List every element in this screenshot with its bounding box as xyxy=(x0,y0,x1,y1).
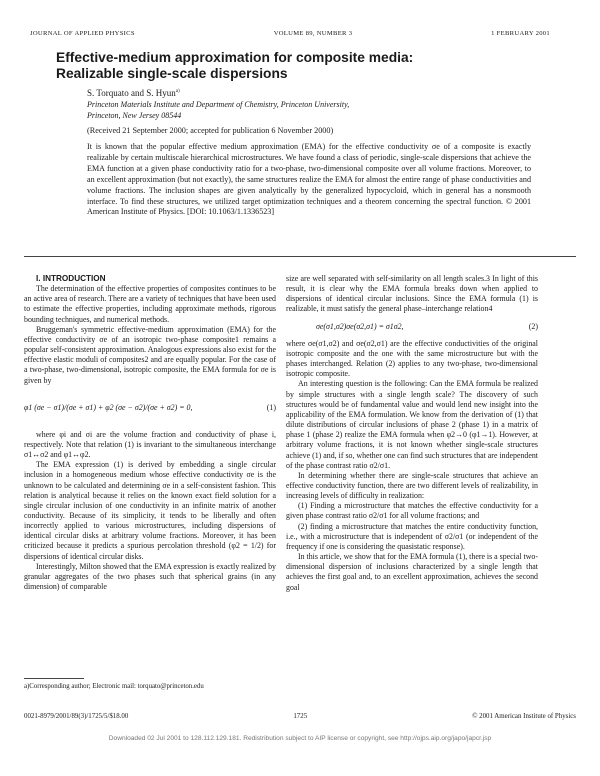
paragraph: The determination of the effective properties of composites continues to be an active area of research. There are a variety of techniques that have been used to estimate the effective properties, including approximate methods, rigorous bounding techniques, and numerical methods. xyxy=(24,284,276,324)
journal-name: JOURNAL OF APPLIED PHYSICS xyxy=(30,30,135,37)
equation-2 xyxy=(286,322,538,332)
affiliation xyxy=(87,99,507,121)
equation-2-number: (2) xyxy=(528,321,538,331)
page-footer xyxy=(24,713,576,720)
author-list xyxy=(87,88,180,98)
paragraph: where φi and σi are the volume fraction and conductivity of phase i, respectively. Note that relation (1) is invariant to the simultaneous interchange σ1↔σ2 and φ1↔φ2. xyxy=(24,429,276,460)
paragraph: In this article, we show that for the EMA formula (1), there is a special two-dimensional dispersion of inclusions characterized by a single length that achieves the first goal and, to an excellent approximation, achieves the second goal xyxy=(286,552,538,592)
received-dates: (Received 21 September 2000; accepted for publication 6 November 2000) xyxy=(87,126,334,135)
issue-date: 1 FEBRUARY 2001 xyxy=(491,30,550,37)
footer-doi-code: 0021-8979/2001/89(3)/1725/5/$18.00 xyxy=(24,713,129,720)
equation-2-body: σe(σ1,σ2)σe(σ2,σ1) = σ1σ2, xyxy=(316,321,404,331)
page-number: 1725 xyxy=(293,713,308,720)
author-footnote-marker: a) xyxy=(175,89,180,94)
running-header xyxy=(30,30,550,37)
affiliation-line-1: Princeton Materials Institute and Department of Chemistry, Princeton University, xyxy=(87,100,350,109)
footer-copyright: © 2001 American Institute of Physics xyxy=(472,713,576,720)
paragraph: An interesting question is the following: Can the EMA formula be realized by simple structures with a single length scale? The discovery of such structures would be of fundamental value and would lend new insight into the applicability of the EMA formulation. We know from the derivation of (1) that dilute distributions of circular inclusions of phase 2 (phase 1) in a matrix of phase 1 (phase 2) realize the EMA formula when φ2→0 (φ1→1). However, at arbitrary volume fractions, it is not known whether single-scale structures achieve (1) and, if so, whether one can find such structures that are independent of the phase contrast ratio σ2/σ1. xyxy=(286,379,538,470)
left-column xyxy=(24,274,276,592)
title-line-1: Effective-medium approximation for composite media: xyxy=(56,50,414,65)
footnote: a)Corresponding author; Electronic mail: torquato@princeton.edu xyxy=(24,683,204,690)
paragraph: Bruggeman's symmetric effective-medium approximation (EMA) for the effective conductivity σe of an isotropic two-phase composite1 remains a popular self-consistent approximation. Analogous expressions also exist for the effective elastic moduli of composites2 and are equally popular. For the case of a two-phase, two-dimensional, isotropic composite, the EMA formula for σe is given by xyxy=(24,324,276,385)
paragraph: Interestingly, Milton showed that the EMA expression is exactly realized by granular aggregates of the two phases such that spherical grains (in any dimension) of comparable xyxy=(24,561,276,592)
paragraph: (1) Finding a microstructure that matches the effective conductivity for a given phase contrast ratio σ2/σ1 for all volume fractions; and xyxy=(286,501,538,521)
volume-number: VOLUME 89, NUMBER 3 xyxy=(273,30,353,37)
right-column xyxy=(286,274,538,593)
authors-text: S. Torquato and S. Hyun xyxy=(87,88,176,98)
equation-1-body: φ1 (σe − σ1)/(σe + σ1) + φ2 (σe − σ2)/(σe + σ2) = 0, xyxy=(24,402,193,412)
paragraph: where σe(σ1,σ2) and σe(σ2,σ1) are the effective conductivities of the original isotropic composite and the one with the same microstructure but with the phases interchanged. Relation (2) applies to any two-phase, two-dimensional isotropic composite. xyxy=(286,338,538,379)
equation-1-number: (1) xyxy=(266,402,276,412)
section-heading: I. INTRODUCTION xyxy=(36,274,106,283)
paragraph: (2) finding a microstructure that matches the entire conductivity function, i.e., with a microstructure that is independent of σ2/σ1 (or independent of the frequency if one is considering the quasistatic response). xyxy=(286,521,538,551)
equation-1 xyxy=(24,393,276,423)
paragraph: In determining whether there are single-scale structures that achieve an effective conductivity function, there are two different levels of realizability, in increasing levels of difficulty in realization: xyxy=(286,470,538,501)
article-title xyxy=(56,50,556,82)
title-line-2: Realizable single-scale dispersions xyxy=(56,66,288,81)
affiliation-line-2: Princeton, New Jersey 08544 xyxy=(87,111,182,120)
abstract: It is known that the popular effective medium approximation (EMA) for the effective conductivity σe of a composite is exactly realizable by certain multiscale hierarchical microstructures. We have found a class of periodic, single-scale dispersions that achieve the EMA function at a given phase conductivity ratio for a two-phase, two-dimensional composite over all volume fractions. Moreover, to an excellent approximation (but not exactly), the same structures realize the EMA for almost the entire range of phase conductivities and volume fractions. The inclusion shapes are given analytically by the generalized hypocycloid, which in general has a nonsmooth interface. To find these structures, we utilized target optimization techniques and a theorem concerning the spectral function. © 2001 American Institute of Physics. [DOI: 10.1063/1.1336523] xyxy=(87,142,531,217)
abstract-divider xyxy=(24,256,576,257)
paragraph: The EMA expression (1) is derived by embedding a single circular inclusion in a homogeneous medium whose effective conductivity σe is the unknown to be calculated and determining σe in a self-consistent fashion. This relation is analytical because it relies on the known exact field solution for a single circular inclusion of one conductivity in an infinite matrix of another conductivity. Because of its simplicity, it tends to be liberally and often incorrectly applied to various microstructures, including dispersions of identical circular disks at arbitrary volume fractions. Moreover, it has been criticized because it predicts a spurious percolation threshold (φ2 = 1/2) for dispersions of identical circular disks. xyxy=(24,460,276,561)
paragraph: size are well separated with self-similarity on all length scales.3 In light of this result, it is clear why the EMA formula breaks down when applied to dispersions of identical circular inclusions. Since the EMA formula (1) is realizable, it must satisfy the general phase–interchange relation4 xyxy=(286,274,538,314)
download-notice: Downloaded 02 Jul 2001 to 128.112.129.181. Redistribution subject to AIP license or copyright, see http://ojps.aip.org/japo/japcr.jsp xyxy=(108,735,492,742)
footnote-rule xyxy=(24,678,84,679)
